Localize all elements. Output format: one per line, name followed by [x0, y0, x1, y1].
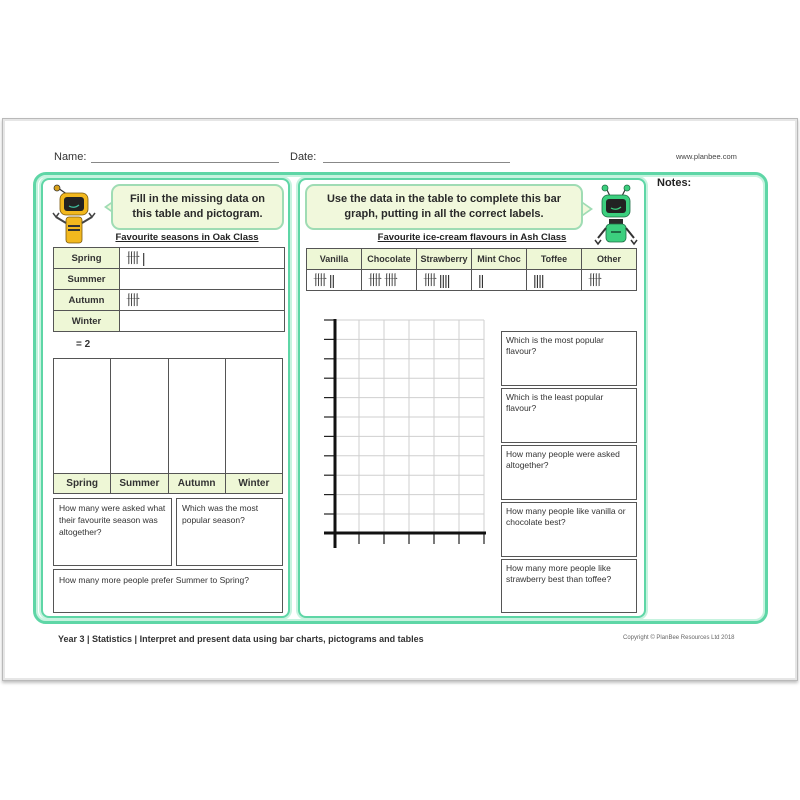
pictogram-column — [226, 359, 282, 493]
question-box-total-asked[interactable] — [501, 445, 637, 500]
question-box-vanilla-or-chocolate[interactable] — [501, 502, 637, 557]
question-box-total-seasons[interactable] — [53, 498, 172, 566]
pictogram-label: Winter — [226, 473, 282, 493]
tally-cell: 卌 || — [307, 270, 362, 291]
pictogram-grid — [53, 358, 283, 494]
left-instruction-bubble: Fill in the missing data on this table and pictogram. — [111, 184, 284, 230]
table-row — [54, 311, 285, 332]
pictogram-column — [111, 359, 168, 493]
question-text: How many were asked what their favourite season was altogether? — [59, 503, 166, 537]
pictogram-label: Autumn — [169, 473, 225, 493]
question-box-strawberry-vs-toffee[interactable] — [501, 559, 637, 613]
pictogram-space[interactable] — [54, 359, 110, 473]
notes-area[interactable] — [655, 192, 760, 617]
question-text: Which is the least popular flavour? — [506, 392, 604, 413]
notes-label: Notes: — [657, 177, 692, 189]
seasons-table-title: Favourite seasons in Oak Class — [115, 232, 259, 243]
pictogram-column — [54, 359, 111, 493]
table-row — [307, 270, 637, 291]
question-text: How many people like vanilla or chocolate best? — [506, 506, 626, 527]
tally-cell: |||| — [527, 270, 582, 291]
flavour-header: Mint Choc — [472, 249, 527, 270]
table-row — [54, 269, 285, 290]
name-field[interactable] — [91, 162, 279, 163]
date-field[interactable] — [323, 162, 510, 163]
date-label: Date: — [290, 151, 317, 163]
pictogram-space[interactable] — [111, 359, 167, 473]
question-box-least-popular[interactable] — [501, 388, 637, 443]
tally-cell-empty[interactable] — [120, 269, 285, 290]
season-label: Winter — [54, 311, 120, 332]
pictogram-space[interactable] — [169, 359, 225, 473]
question-text: Which was the most popular season? — [182, 503, 259, 525]
tally-cell: 卌 卌 — [362, 270, 417, 291]
season-label: Summer — [54, 269, 120, 290]
question-box-most-popular[interactable] — [501, 331, 637, 386]
copyright-text: Copyright © PlanBee Resources Ltd 2018 — [623, 635, 735, 641]
table-row — [54, 290, 285, 311]
blank-bar-graph[interactable] — [322, 318, 488, 550]
tally-cell: 卌 — [120, 290, 285, 311]
question-text: How many people were asked altogether? — [506, 449, 620, 470]
pictogram-space[interactable] — [226, 359, 282, 473]
website-link[interactable]: www.planbee.com — [676, 152, 737, 161]
flavour-header: Toffee — [527, 249, 582, 270]
season-label: Autumn — [54, 290, 120, 311]
season-label: Spring — [54, 248, 120, 269]
question-box-summer-vs-spring[interactable] — [53, 569, 283, 613]
ice-cream-tally-table — [306, 248, 637, 291]
pictogram-column — [169, 359, 226, 493]
pictogram-key: = 2 — [76, 339, 91, 350]
table-row — [54, 248, 285, 269]
question-text: Which is the most popular flavour? — [506, 335, 604, 356]
tally-cell: || — [472, 270, 527, 291]
pictogram-label: Spring — [54, 473, 110, 493]
question-text: How many more people like strawberry best than toffee? — [506, 563, 612, 584]
tally-cell-empty[interactable] — [120, 311, 285, 332]
ice-cream-table-title: Favourite ice-cream flavours in Ash Class — [377, 232, 567, 243]
right-instruction-bubble: Use the data in the table to complete this bar graph, putting in all the correct labels. — [305, 184, 583, 230]
footer-subject: Year 3 | Statistics | Interpret and present data using bar charts, pictograms and tables — [58, 634, 424, 644]
pictogram-label: Summer — [111, 473, 167, 493]
yellow-robot-icon — [48, 183, 100, 247]
tally-cell: 卌 — [582, 270, 637, 291]
table-header-row — [307, 249, 637, 270]
flavour-header: Vanilla — [307, 249, 362, 270]
name-label: Name: — [54, 151, 87, 163]
tally-cell: 卌 |||| — [417, 270, 472, 291]
tally-cell: 卌 | — [120, 248, 285, 269]
flavour-header: Chocolate — [362, 249, 417, 270]
flavour-header: Strawberry — [417, 249, 472, 270]
question-box-popular-season[interactable] — [176, 498, 283, 566]
green-robot-icon — [592, 184, 640, 248]
seasons-tally-table — [53, 247, 285, 332]
question-text: How many more people prefer Summer to Spring? — [59, 575, 249, 585]
flavour-header: Other — [582, 249, 637, 270]
